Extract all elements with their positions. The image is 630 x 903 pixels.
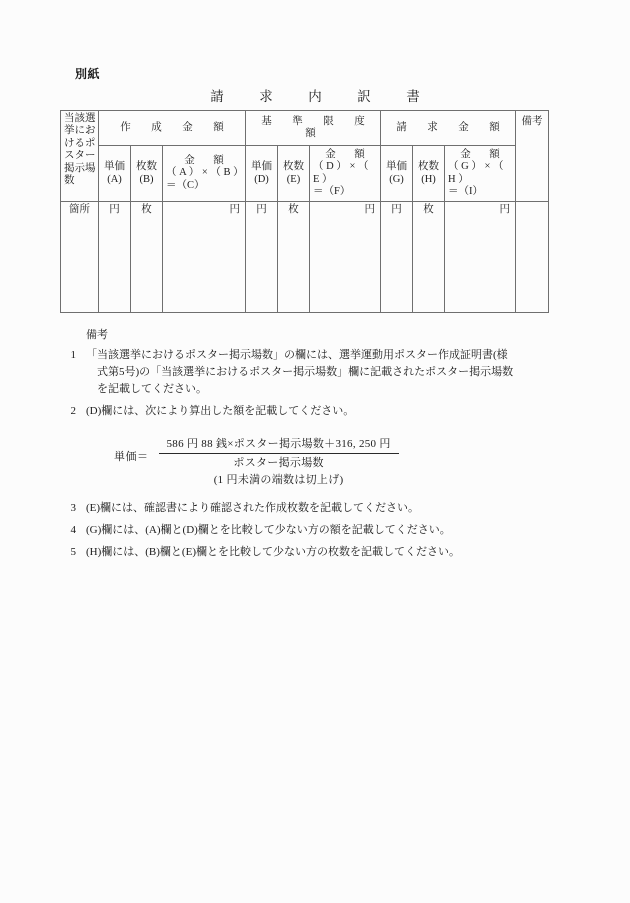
subheader-amount-f: [310, 145, 381, 202]
note-item-5: [60, 544, 570, 561]
note-number: 1: [70, 349, 76, 361]
cell-unit-price-g[interactable]: 円: [381, 202, 413, 313]
note-line: (G)欄には、(A)欄と(D)欄とを比較して少ない方の額を記載してください。: [86, 524, 451, 537]
note-line: (E)欄には、確認書により確認された作成枚数を記載してください。: [86, 502, 420, 514]
header-cell-remarks: 備考: [516, 111, 549, 202]
subheader-formula-i: ＝（I）: [448, 185, 484, 197]
formula-label: 単価＝: [114, 451, 149, 463]
subheader-label: 単価: [386, 161, 408, 173]
header-cell-claim-amount: 請 求 金 額: [381, 111, 516, 146]
subheader-code-d: (D): [254, 173, 269, 185]
note-text: [86, 500, 570, 517]
subheader-sheets-h: [413, 145, 445, 202]
subheader-formula-f: ＝（F）: [313, 185, 351, 197]
subheader-code-a: (A): [107, 173, 122, 185]
notes-section-bottom: [60, 500, 570, 566]
page-title: 請 求 内 訳 書: [210, 89, 431, 104]
cell-remarks[interactable]: [516, 202, 549, 313]
notes-section-top: [60, 330, 570, 425]
cell-unit-price-d[interactable]: 円: [246, 202, 278, 313]
note-text: [86, 403, 570, 420]
note-item-2: [60, 403, 570, 420]
note-number: 4: [70, 524, 76, 537]
header-cell-creation-amount: 作 成 金 額: [99, 111, 246, 146]
unit-price-formula: [60, 437, 570, 488]
note-line: 「当該選挙におけるポスター掲示場数」の欄には、選挙運動用ポスター作成証明書(様: [86, 349, 508, 361]
cell-unit-price-a[interactable]: 円: [99, 202, 131, 313]
formula-denominator: ポスター掲示場数: [233, 456, 324, 469]
note-number: 3: [70, 502, 76, 514]
formula-rounding-note: (1 円未満の端数は切上げ): [213, 473, 344, 486]
note-text: [86, 544, 570, 561]
cell-sheets-e[interactable]: 枚: [278, 202, 310, 313]
subheader-code-g: (G): [389, 173, 404, 185]
cell-amount-i[interactable]: 円: [445, 202, 516, 313]
note-item-1: [60, 347, 570, 398]
subheader-amount-i: [445, 145, 516, 202]
subheader-formula-ab: （ A ） × （ B ）: [166, 167, 244, 179]
cell-poster-places-unit[interactable]: 箇所: [61, 202, 99, 313]
note-item-3: [60, 500, 570, 517]
subheader-label: 枚数: [418, 161, 440, 173]
subheader-code-e: (E): [286, 173, 301, 185]
subheader-amount-title: 金 額: [184, 154, 228, 166]
formula-fraction: [159, 437, 399, 488]
subheader-code-h: (H): [421, 173, 436, 185]
subheader-label: 単価: [251, 161, 272, 173]
subheader-sheets-e: [278, 145, 310, 202]
cell-amount-c[interactable]: 円: [163, 202, 246, 313]
table-group-header-row: [61, 111, 549, 146]
subheader-unit-price-d: [246, 145, 278, 202]
subheader-sheets-b: [131, 145, 163, 202]
table-row: [61, 202, 549, 313]
subheader-label: 枚数: [136, 161, 157, 173]
note-text: [86, 522, 570, 539]
header-cell-poster-places: 当該選挙におけるポスター掲示場数: [61, 111, 99, 202]
attachment-label: 別紙: [75, 67, 101, 81]
subheader-label: 枚数: [283, 161, 304, 173]
subheader-formula-de: （ D ） × （ E ）: [313, 161, 369, 185]
note-line: を記載してください。: [97, 383, 207, 396]
subheader-code-b: (B): [139, 173, 154, 185]
invoice-breakdown-table: [60, 110, 549, 313]
cell-sheets-b[interactable]: 枚: [131, 202, 163, 313]
note-line: (H)欄には、(B)欄と(E)欄とを比較して少ない方の枚数を記載してください。: [86, 546, 460, 559]
note-item-4: [60, 522, 570, 539]
subheader-label: 単価: [104, 161, 125, 173]
cell-amount-f[interactable]: 円: [310, 202, 381, 313]
cell-sheets-h[interactable]: 枚: [413, 202, 445, 313]
formula-numerator: 586 円 88 銭×ポスター掲示場数＋316, 250 円: [159, 437, 399, 454]
note-line: 式第5号)の「当該選挙におけるポスター掲示場数」欄に記載されたポスター掲示場数: [97, 366, 514, 379]
subheader-unit-price-g: [381, 145, 413, 202]
note-line: (D)欄には、次により算出した額を記載してください。: [86, 405, 355, 418]
subheader-amount-title: 金 額: [325, 148, 369, 160]
subheader-unit-price-a: [99, 145, 131, 202]
note-number: 5: [70, 546, 76, 559]
invoice-table-wrapper: [60, 110, 546, 313]
note-number: 2: [70, 405, 76, 418]
subheader-formula-gh: （ G ） × （ H ）: [448, 161, 504, 185]
notes-heading: 備考: [86, 329, 108, 341]
subheader-formula-c: ＝（C）: [166, 179, 205, 191]
subheader-amount-c: [163, 145, 246, 202]
table-subheader-row: [61, 145, 549, 202]
header-cell-standard-limit: 基 準 限 度 額: [246, 111, 381, 146]
note-text: [86, 347, 570, 398]
subheader-amount-title: 金 額: [460, 148, 504, 160]
